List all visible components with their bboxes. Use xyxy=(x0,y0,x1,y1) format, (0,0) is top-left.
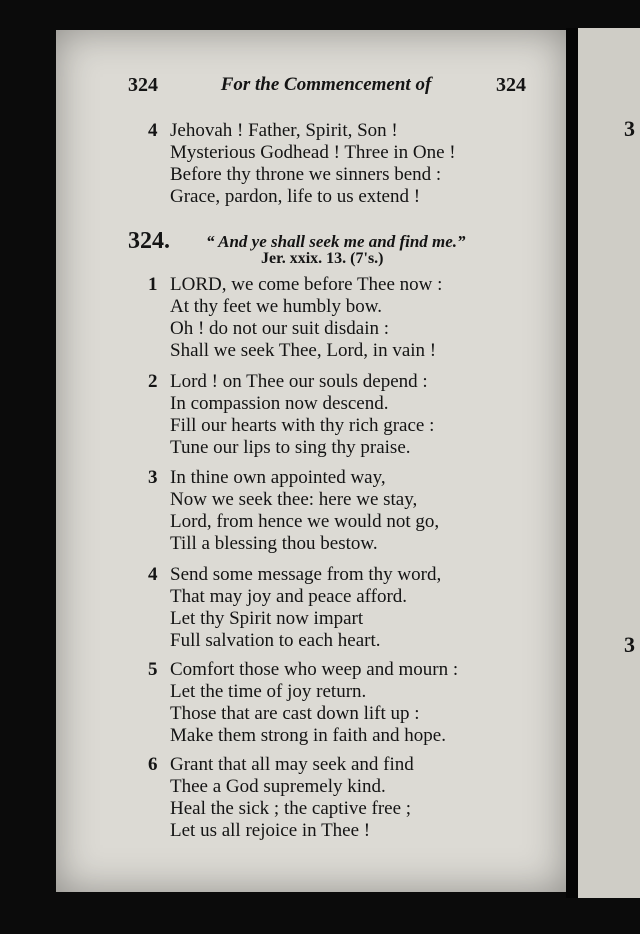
hymn-epigraph: “ And ye shall seek me and find me.” xyxy=(206,232,466,251)
verse-line: Tune our lips to sing thy praise. xyxy=(170,437,411,458)
running-head xyxy=(56,74,566,104)
verse-line: Lord ! on Thee our souls depend : xyxy=(170,371,428,392)
verse-line: Comfort those who weep and mourn : xyxy=(170,659,459,680)
hymn-heading xyxy=(56,228,566,268)
verse-line: Grant that all may seek and find xyxy=(170,754,414,775)
verse-line: Send some message from thy word, xyxy=(170,564,442,585)
adjacent-page-fragment: 3 xyxy=(624,632,635,657)
verse-line: Till a blessing thou bestow. xyxy=(170,533,378,554)
verse-line: Heal the sick ; the captive free ; xyxy=(170,798,412,819)
verse-line: Let us all rejoice in Thee ! xyxy=(170,820,371,841)
verse-line: At thy feet we humbly bow. xyxy=(170,296,382,317)
verse-line: Let the time of joy return. xyxy=(170,681,367,702)
verse-number: 3 xyxy=(148,467,158,488)
verse-line: Let thy Spirit now impart xyxy=(170,608,364,629)
verse-number: 2 xyxy=(148,371,158,392)
verse-line: Shall we seek Thee, Lord, in vain ! xyxy=(170,340,437,361)
book-gutter xyxy=(566,28,578,898)
verse-line: Now we seek thee: here we stay, xyxy=(170,489,418,510)
adjacent-page-fragment: 3 xyxy=(624,116,635,141)
verse-line: Mysterious Godhead ! Three in One ! xyxy=(170,142,456,163)
page-number-right: 324 xyxy=(496,74,526,96)
verse-line: Those that are cast down lift up : xyxy=(170,703,420,724)
verse-line: Lord, from hence we would not go, xyxy=(170,511,440,532)
verse-number: 1 xyxy=(148,274,158,295)
page-number-left: 324 xyxy=(128,74,158,96)
verse-line: Thee a God supremely kind. xyxy=(170,776,386,797)
verse-number: 4 xyxy=(148,564,158,585)
verse-line: Oh ! do not our suit disdain : xyxy=(170,318,390,339)
hymn-number: 324. xyxy=(128,228,170,254)
verse-line: Fill our hearts with thy rich grace : xyxy=(170,415,435,436)
verse-line: LORD, we come before Thee now : xyxy=(170,274,443,295)
verse-line: In compassion now descend. xyxy=(170,393,389,414)
scripture-reference: Jer. xxix. 13. (7's.) xyxy=(261,250,384,267)
verse-number: 5 xyxy=(148,659,158,680)
running-title: For the Commencement of xyxy=(220,74,432,95)
verse-number: 4 xyxy=(148,120,158,141)
adjacent-page-edge xyxy=(578,28,640,898)
verse-line: Before thy throne we sinners bend : xyxy=(170,164,442,185)
verse-number: 6 xyxy=(148,754,158,775)
verse-line: Grace, pardon, life to us extend ! xyxy=(170,186,421,207)
verse-line: That may joy and peace afford. xyxy=(170,586,408,607)
verse-line: Make them strong in faith and hope. xyxy=(170,725,446,746)
book-page xyxy=(56,30,566,892)
verse-line: Jehovah ! Father, Spirit, Son ! xyxy=(170,120,398,141)
verse-line: Full salvation to each heart. xyxy=(170,630,381,651)
verse-line: In thine own appointed way, xyxy=(170,467,386,488)
